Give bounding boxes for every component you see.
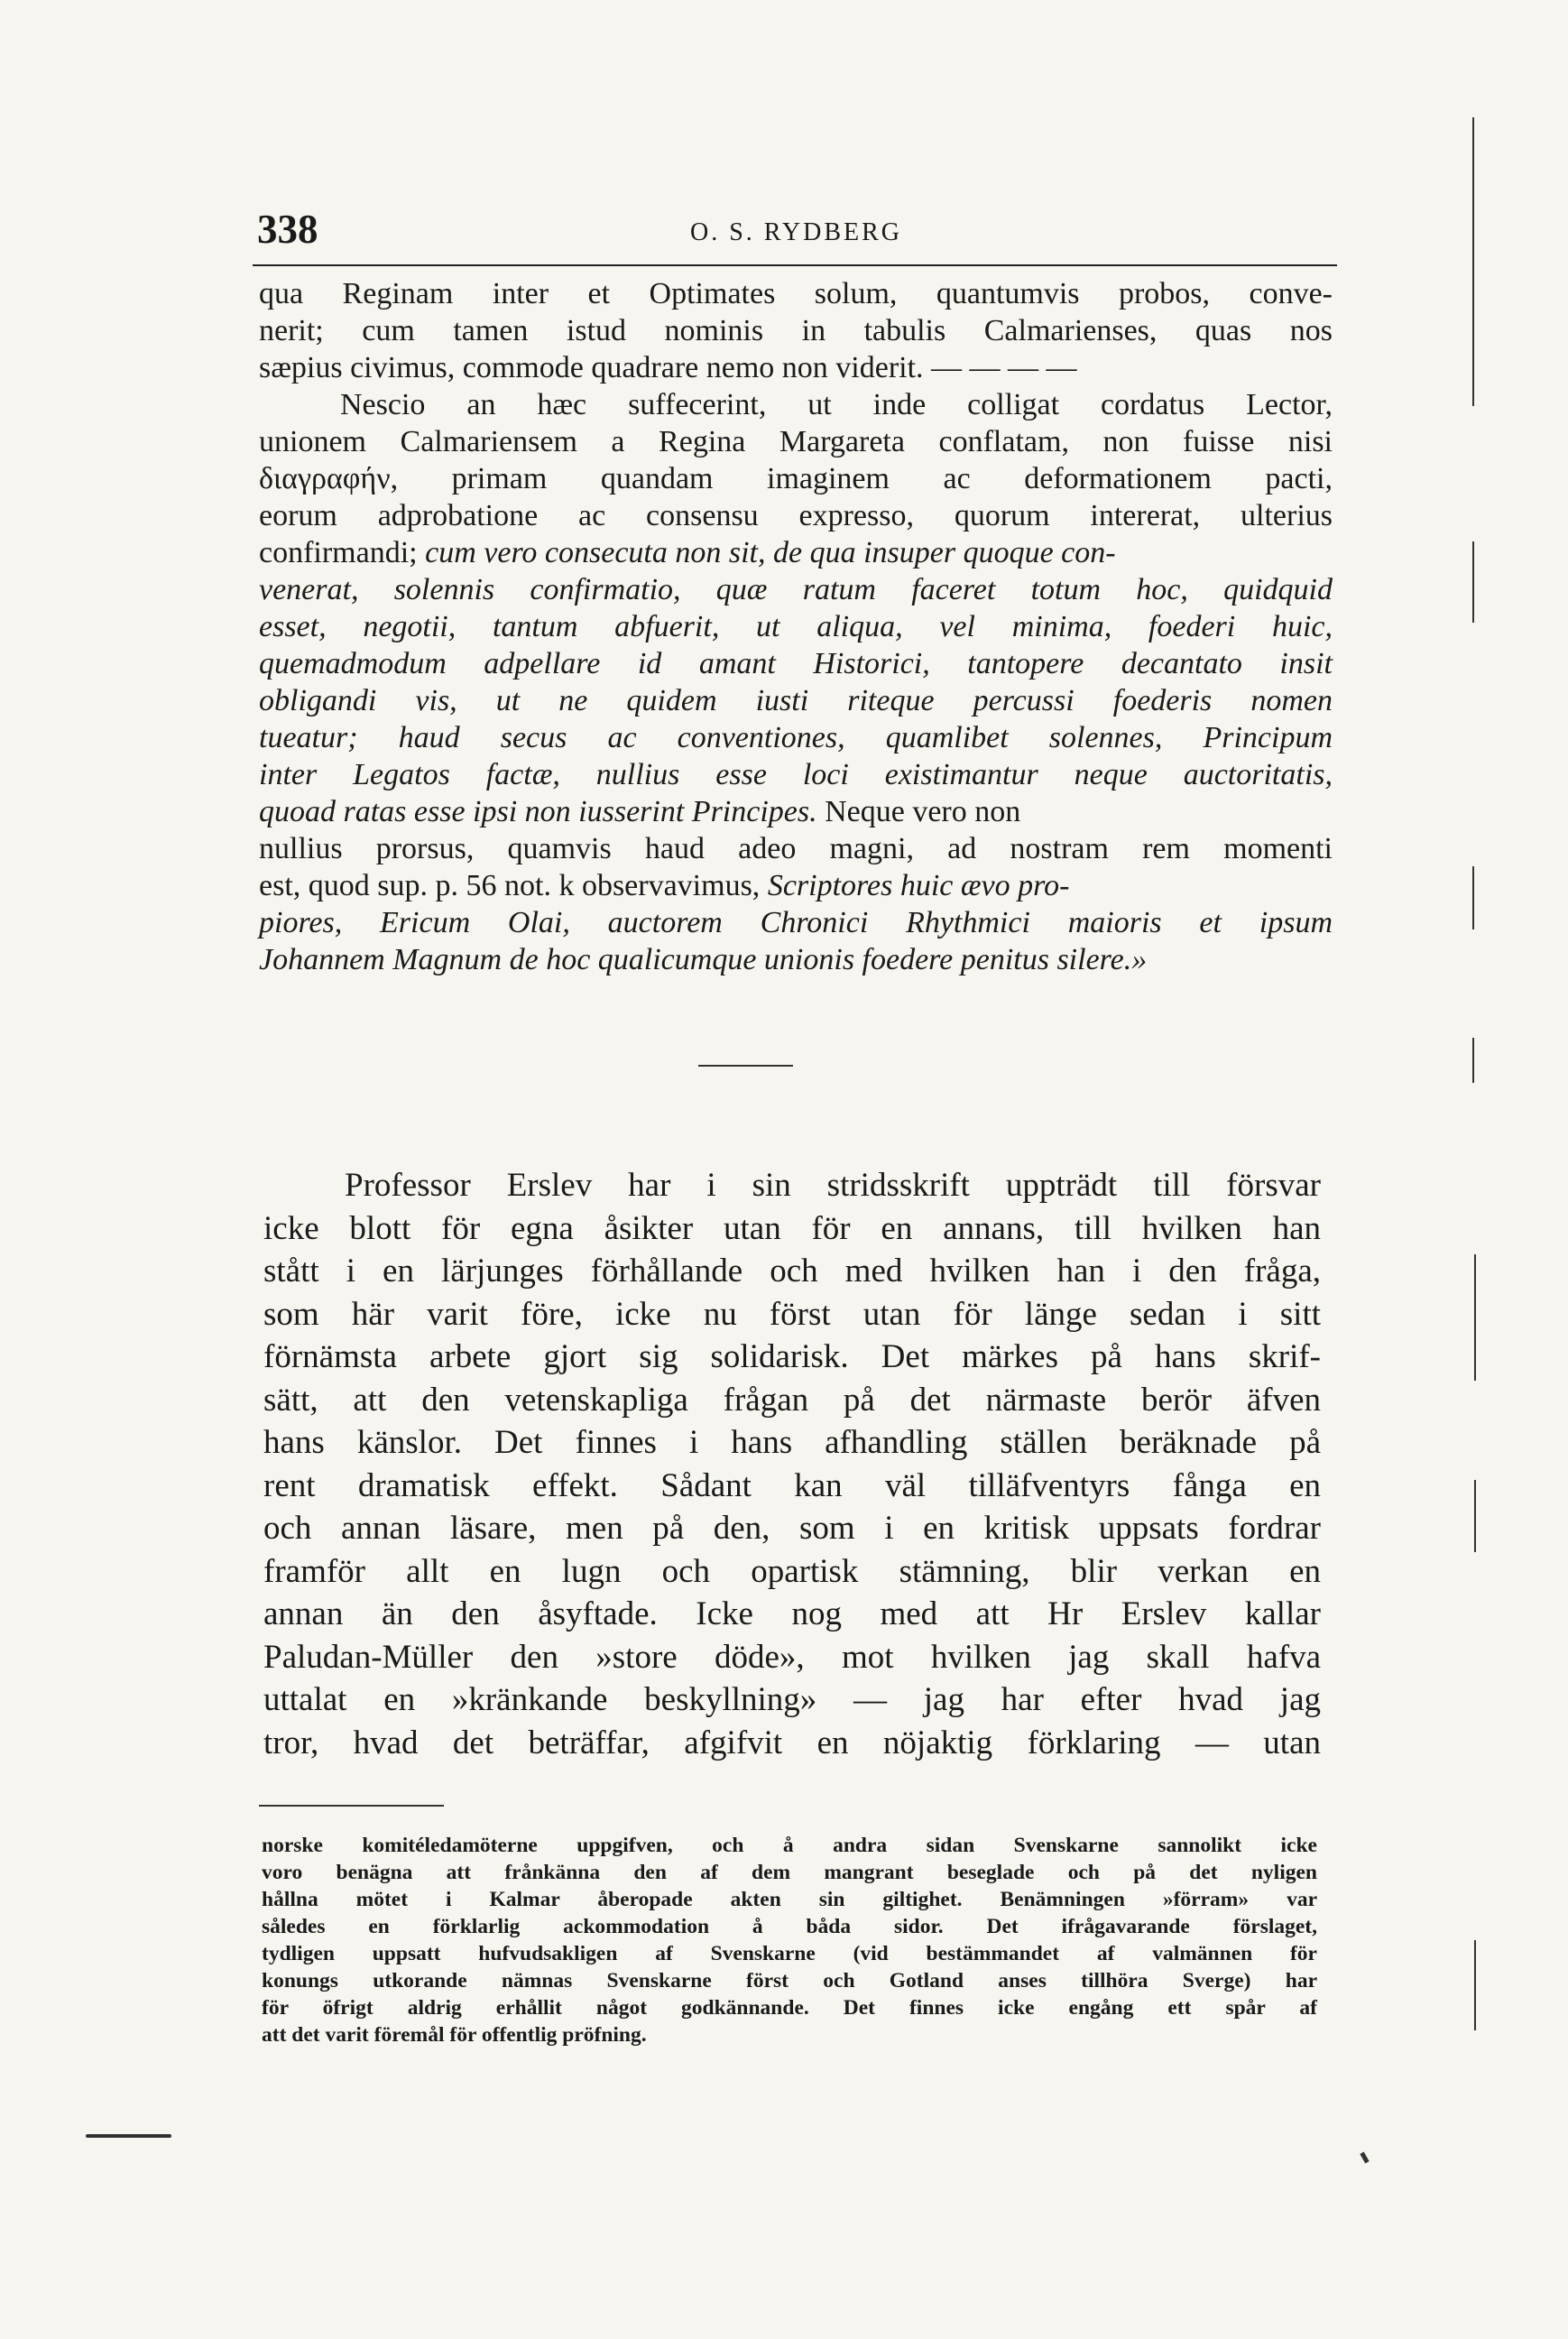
scan-edge-mark	[1474, 1254, 1476, 1381]
text-segment: est, quod sup. p. 56 not. k observavimus,	[259, 869, 761, 902]
text-line: quemadmodum adpellare id amant Historici, tantopere decantato insit	[259, 647, 1333, 680]
text-line: inter Legatos factæ, nullius esse loci existimantur neque auctoritatis,	[259, 758, 1333, 791]
text-line: eorum adprobatione ac consensu expresso, quorum intererat, ulterius	[259, 499, 1333, 532]
text-segment: confirmandi;	[259, 536, 418, 569]
italic-text: quoad ratas esse ipsi non iusserint Principes.	[259, 795, 817, 828]
text-line: annan än den åsyftade. Icke nog med att Hr Erslev kallar	[263, 1595, 1321, 1632]
scan-edge-mark	[1472, 541, 1474, 623]
footnote-rule	[259, 1805, 444, 1807]
page-header	[257, 204, 1335, 254]
body-text	[263, 1164, 1321, 1764]
text-line: stått i en lärjunges förhållande och med hvilken han i den fråga,	[263, 1253, 1321, 1290]
scan-edge-mark	[1472, 866, 1474, 929]
text-line	[259, 534, 1333, 571]
footnote-line: tydligen uppsatt hufvudsakligen af Svenskarne (vid bestämmandet af valmännen för	[262, 1942, 1317, 1965]
scan-edge-mark	[1474, 1480, 1476, 1552]
page-number: 338	[257, 207, 318, 252]
scan-edge-mark	[1472, 1038, 1474, 1083]
text-line: uttalat en »kränkande beskyllning» — jag har efter hvad jag	[263, 1681, 1321, 1718]
footnote	[262, 1832, 1317, 2048]
text-line: och annan läsare, men på den, som i en kritisk uppsats fordrar	[263, 1510, 1321, 1547]
text-line: unionem Calmariensem a Regina Margareta conflatam, non fuisse nisi	[259, 425, 1333, 458]
text-line	[259, 867, 1333, 904]
text-segment: Neque vero non	[825, 795, 1021, 828]
text-line: nerit; cum tamen istud nominis in tabulis Calmarienses, quas nos	[259, 314, 1333, 347]
footnote-line: således en förklarlig ackommodation å båda sidor. Det ifrågavarande förslaget,	[262, 1915, 1317, 1938]
footnote-line: att det varit föremål för offentlig pröfning.	[262, 2023, 647, 2047]
text-line: Paludan-Müller den »store döde», mot hvilken jag skall hafva	[263, 1638, 1321, 1676]
text-line: obligandi vis, ut ne quidem iusti riteque percussi foederis nomen	[259, 684, 1333, 717]
footnote-line: voro benägna att frånkänna den af dem mangrant beseglade och på det nyligen	[262, 1861, 1317, 1884]
text-line: tueatur; haud secus ac conventiones, quamlibet solennes, Principum	[259, 721, 1333, 754]
text-line: piores, Ericum Olai, auctorem Chronici Rhythmici maioris et ipsum	[259, 906, 1333, 939]
footnote-line: konungs utkorande nämnas Svenskarne först och Gotland anses tillhöra Sverge) har	[262, 1969, 1317, 1992]
latin-quotation-block	[259, 275, 1333, 978]
text-line: Johannem Magnum de hoc qualicumque unionis foedere penitus silere.»	[259, 943, 1148, 976]
text-line: förnämsta arbete gjort sig solidarisk. Det märkes på hans skrif-	[263, 1338, 1321, 1375]
italic-text: cum vero consecuta non sit, de qua insuper quoque con-	[425, 536, 1116, 569]
text-line: venerat, solennis confirmatio, quæ ratum faceret totum hoc, quidquid	[259, 573, 1333, 606]
text-line: qua Reginam inter et Optimates solum, quantumvis probos, conve-	[259, 277, 1333, 310]
text-line	[259, 793, 1333, 830]
header-rule	[253, 264, 1337, 266]
text-line: rent dramatisk effekt. Sådant kan väl tilläfventyrs fånga en	[263, 1466, 1321, 1504]
text-line: διαγραφήν, primam quandam imaginem ac deformationem pacti,	[259, 462, 1333, 495]
text-line: sätt, att den vetenskapliga frågan på det närmaste berör äfven	[263, 1381, 1321, 1419]
footnote-line: norske komitéledamöterne uppgifven, och å andra sidan Svenskarne sannolikt icke	[262, 1834, 1317, 1857]
scan-edge-mark	[1472, 117, 1474, 406]
text-line: esset, negotii, tantum abfuerit, ut aliqua, vel minima, foederi huic,	[259, 610, 1333, 643]
italic-text: Scriptores huic ævo pro-	[767, 869, 1070, 902]
text-line: som här varit före, icke nu först utan för länge sedan i sitt	[263, 1295, 1321, 1333]
text-line: hans känslor. Det finnes i hans afhandling ställen beräknade på	[263, 1424, 1321, 1461]
text-line: tror, hvad det beträffar, afgifvit en nöjaktig förklaring — utan	[263, 1724, 1321, 1761]
text-line: nullius prorsus, quamvis haud adeo magni, ad nostram rem momenti	[259, 832, 1333, 865]
text-line: sæpius civimus, commode quadrare nemo non viderit. — — — —	[259, 351, 1077, 384]
text-line: icke blott för egna åsikter utan för en annans, till hvilken han	[263, 1209, 1321, 1247]
scan-smudge	[86, 2134, 171, 2138]
text-line: Professor Erslev har i sin stridsskrift uppträdt till försvar	[345, 1167, 1321, 1204]
scan-edge-mark	[1474, 1940, 1476, 2030]
footnote-line: hållna mötet i Kalmar åberopade akten sin giltighet. Benämningen »förram» var	[262, 1888, 1317, 1911]
scan-speck	[1360, 2152, 1369, 2164]
text-line: Nescio an hæc suffecerint, ut inde colligat cordatus Lector,	[340, 388, 1333, 421]
footnote-line: för öfrigt aldrig erhållit något godkännande. Det finnes icke engång ett spår af	[262, 1996, 1317, 2020]
running-head: O. S. RYDBERG	[689, 218, 903, 246]
text-line: framför allt en lugn och opartisk stämning, blir verkan en	[263, 1552, 1321, 1590]
section-separator	[698, 1065, 793, 1067]
